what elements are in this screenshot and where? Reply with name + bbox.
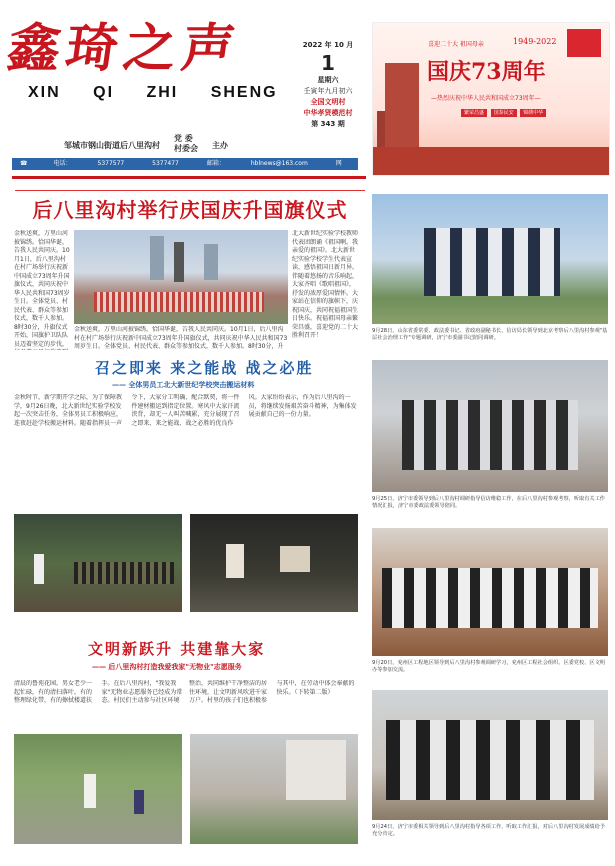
caption-1: 9月28日，山东省委常委、政法委书记、省政府副秘书长，信访局长领导到北京考察后八里沟村参观"基层社会治理工作"专题调研，济宁市委副书记陪同调研。 <box>372 328 608 341</box>
street-cleaning-photo <box>190 734 358 844</box>
flag-icon <box>567 29 601 57</box>
building-graphic <box>204 244 218 280</box>
guidance-visit-photo <box>372 690 608 820</box>
article1-col1: 金秋送爽，万里山河披锦绣。恰国华诞，告我人民共同庆。10月1日，后八里沟村在村广场举行庆祝新中国成立73周年升国旗仪式，共同庆祝中华人民共和国73周岁生日。全体党员、村民代表、群众等参加仪式，数千人参加。8时30分，升旗仪式开始，国旗护卫队队员迈着坚定的步伐， <box>14 230 70 348</box>
badge-civilized-village: 全国文明村 <box>310 98 346 106</box>
banner-tag: 锦绣中华 <box>520 109 546 117</box>
carrying-materials-photo <box>190 514 358 612</box>
email-link[interactable]: hblnews@163.com <box>250 160 308 167</box>
banner-tags <box>461 109 548 116</box>
sponsor-role: 主办 <box>212 141 228 150</box>
banner-tag: 国泰民安 <box>491 109 517 117</box>
article3-title: 文明新跃升 共建靠大家 <box>88 640 266 658</box>
article3-subtitle: —— 后八里沟村打造我爱我家"无物业"志愿服务 <box>92 663 242 671</box>
leaders-visit-photo-1 <box>372 194 608 324</box>
flag-ceremony-photo <box>74 230 288 324</box>
date-day: 1 <box>321 51 335 75</box>
fax-value: 5377477 <box>152 160 179 167</box>
contact-bar <box>12 158 358 170</box>
banner-tag: 繁荣昌盛 <box>461 109 487 117</box>
masthead-pinyin <box>28 84 304 102</box>
group-graphic <box>386 720 594 800</box>
phone-value: 5377577 <box>97 160 125 167</box>
phone-label: 电话： <box>53 160 72 167</box>
article2-subtitle: —— 全体男员工北大新世纪学校突击搬运材料 <box>112 381 255 389</box>
badge-filial-village: 中华孝贤模范村 <box>303 109 353 117</box>
person-graphic <box>34 554 44 584</box>
building-graphic <box>150 236 164 280</box>
pinyin-2: QI <box>93 84 115 101</box>
article1-col2: 北大新世纪实验学校教师代表团朗诵《祖国啊，我亲爱的祖国》。北大新世纪实验学校学生代表宣读，感悟祖国日新月异。伴随着悠扬的音乐响起，大家齐唱《歌唱祖国》，抒发的浓厚爱国情怀。大家站在信仰的旗帜下，庆祝国庆，共同祝福祖国生日快乐。祝福祖国母亲繁荣昌盛，喜迎党的二十大胜利召开！ <box>292 230 358 339</box>
caption-4: 9月24日，济宁市委相关领导到后八里沟村指导各项工作，听取工作汇报，对后八里沟村发展成绩给予充分肯定。 <box>372 824 605 837</box>
exchange-visit-photo <box>372 528 608 656</box>
statue-graphic <box>174 242 184 282</box>
pinyin-4: SHENG <box>210 84 278 101</box>
date-lunar: 壬寅年九月初六 <box>303 87 353 95</box>
leaders-visit-photo-2 <box>372 360 608 492</box>
date-yearmonth: 2022 年 10 月 <box>302 41 354 49</box>
banner-years: 1949-2022 <box>513 37 557 46</box>
date-box <box>296 40 360 130</box>
national-day-banner <box>372 22 610 176</box>
issue-number: 第 343 期 <box>311 120 345 128</box>
phone-icon: ☎ <box>20 160 28 167</box>
sponsor-org: 邹城市钢山街道后八里沟村 <box>64 141 160 150</box>
email-label: 邮箱： <box>206 160 225 167</box>
sponsor-parties: 党 委 村委会 <box>174 134 198 153</box>
courtyard-cleaning-photo <box>14 734 182 844</box>
great-wall-graphic <box>373 147 609 175</box>
banner-slogan: 喜迎二十大 祖国母亲 <box>428 41 484 48</box>
banner-subtitle: —热烈庆祝中华人民共和国成立73周年— <box>431 95 541 102</box>
crowd-graphic <box>74 562 174 584</box>
header-divider <box>12 176 366 179</box>
building-graphic <box>286 740 346 800</box>
caption-3: 9月20日，兖州区工程地区领导到后八里沟村参观调研学习，兖州区工程社会组织、区委党校、区文明办等参加交流。 <box>372 660 605 673</box>
article2-title: 召之即来 来之能战 战之必胜 <box>95 359 314 377</box>
article3-body: 清晨的鲁苑花园，男女老少一起忙碌，有的清扫落叶，有的整理绿化带，有的擦拭楼道扶手。在后八里沟村，"我爱我家"无物业志愿服务已经成为常态。村民们主动参与社区环境整治，共同维护干净整洁的居住环境，让文明新风吹进千家万户。村里的孩子们也积极参与其中，在劳动中体会奉献的快乐。（下转第二版） <box>14 680 355 704</box>
pinyin-3: ZHI <box>146 84 179 101</box>
board-graphic <box>226 544 244 578</box>
masthead-logo: 鑫琦之声 <box>3 18 245 79</box>
person-graphic <box>84 774 96 808</box>
article1-rule <box>15 190 365 191</box>
article2-body: 金秋时节，新学期开学之际，为了保障教学，9月26日晚，北大新世纪实验学校发起一次突击任务，全体男员工积极响应，连夜赶赴学校搬运材料。随着指挥员一声令下，大家分工明确、配合默契，将一件件建材搬运到指定位置。寒风中大家汗流浃背，却无一人叫苦喊累，充分展现了召之即来、来之能战、战之必胜的优良作风。大家纷纷表示，作为后八里沟的一员，将继续发扬艰苦奋斗精神，为集体发展贡献自己的一份力量。 <box>14 394 357 427</box>
caption-2: 9月25日，济宁市委领导到后八里沟村调研指导信访维稳工作，在后八里沟村参观考察，听取有关工作情况汇报，济宁市委政法委领导陪同。 <box>372 496 605 509</box>
date-weekday: 星期六 <box>317 76 339 84</box>
group-graphic <box>382 568 598 628</box>
pinyin-1: XIN <box>28 84 61 101</box>
article1-title: 后八里沟村举行庆国庆升国旗仪式 <box>32 198 348 222</box>
group-graphic <box>402 400 578 470</box>
crowd-graphic <box>94 292 264 312</box>
web-label: 网 <box>335 160 342 167</box>
night-meeting-photo <box>14 514 182 612</box>
board-graphic <box>280 546 310 572</box>
article1-col1-cont: 金秋送爽，万里山河披锦绣。恰国华诞，告我人民共同庆。10月1日，后八里沟村在村广场举行庆祝新中国成立73周年升国旗仪式，共同庆祝中华人民共和国73周岁生日。全体党员、村民代表、群众等参加仪式，数千人参加。8时30分，升 <box>74 326 288 350</box>
person-graphic <box>134 790 144 814</box>
group-graphic <box>424 228 560 296</box>
banner-title: 国庆73周年 <box>427 59 546 85</box>
